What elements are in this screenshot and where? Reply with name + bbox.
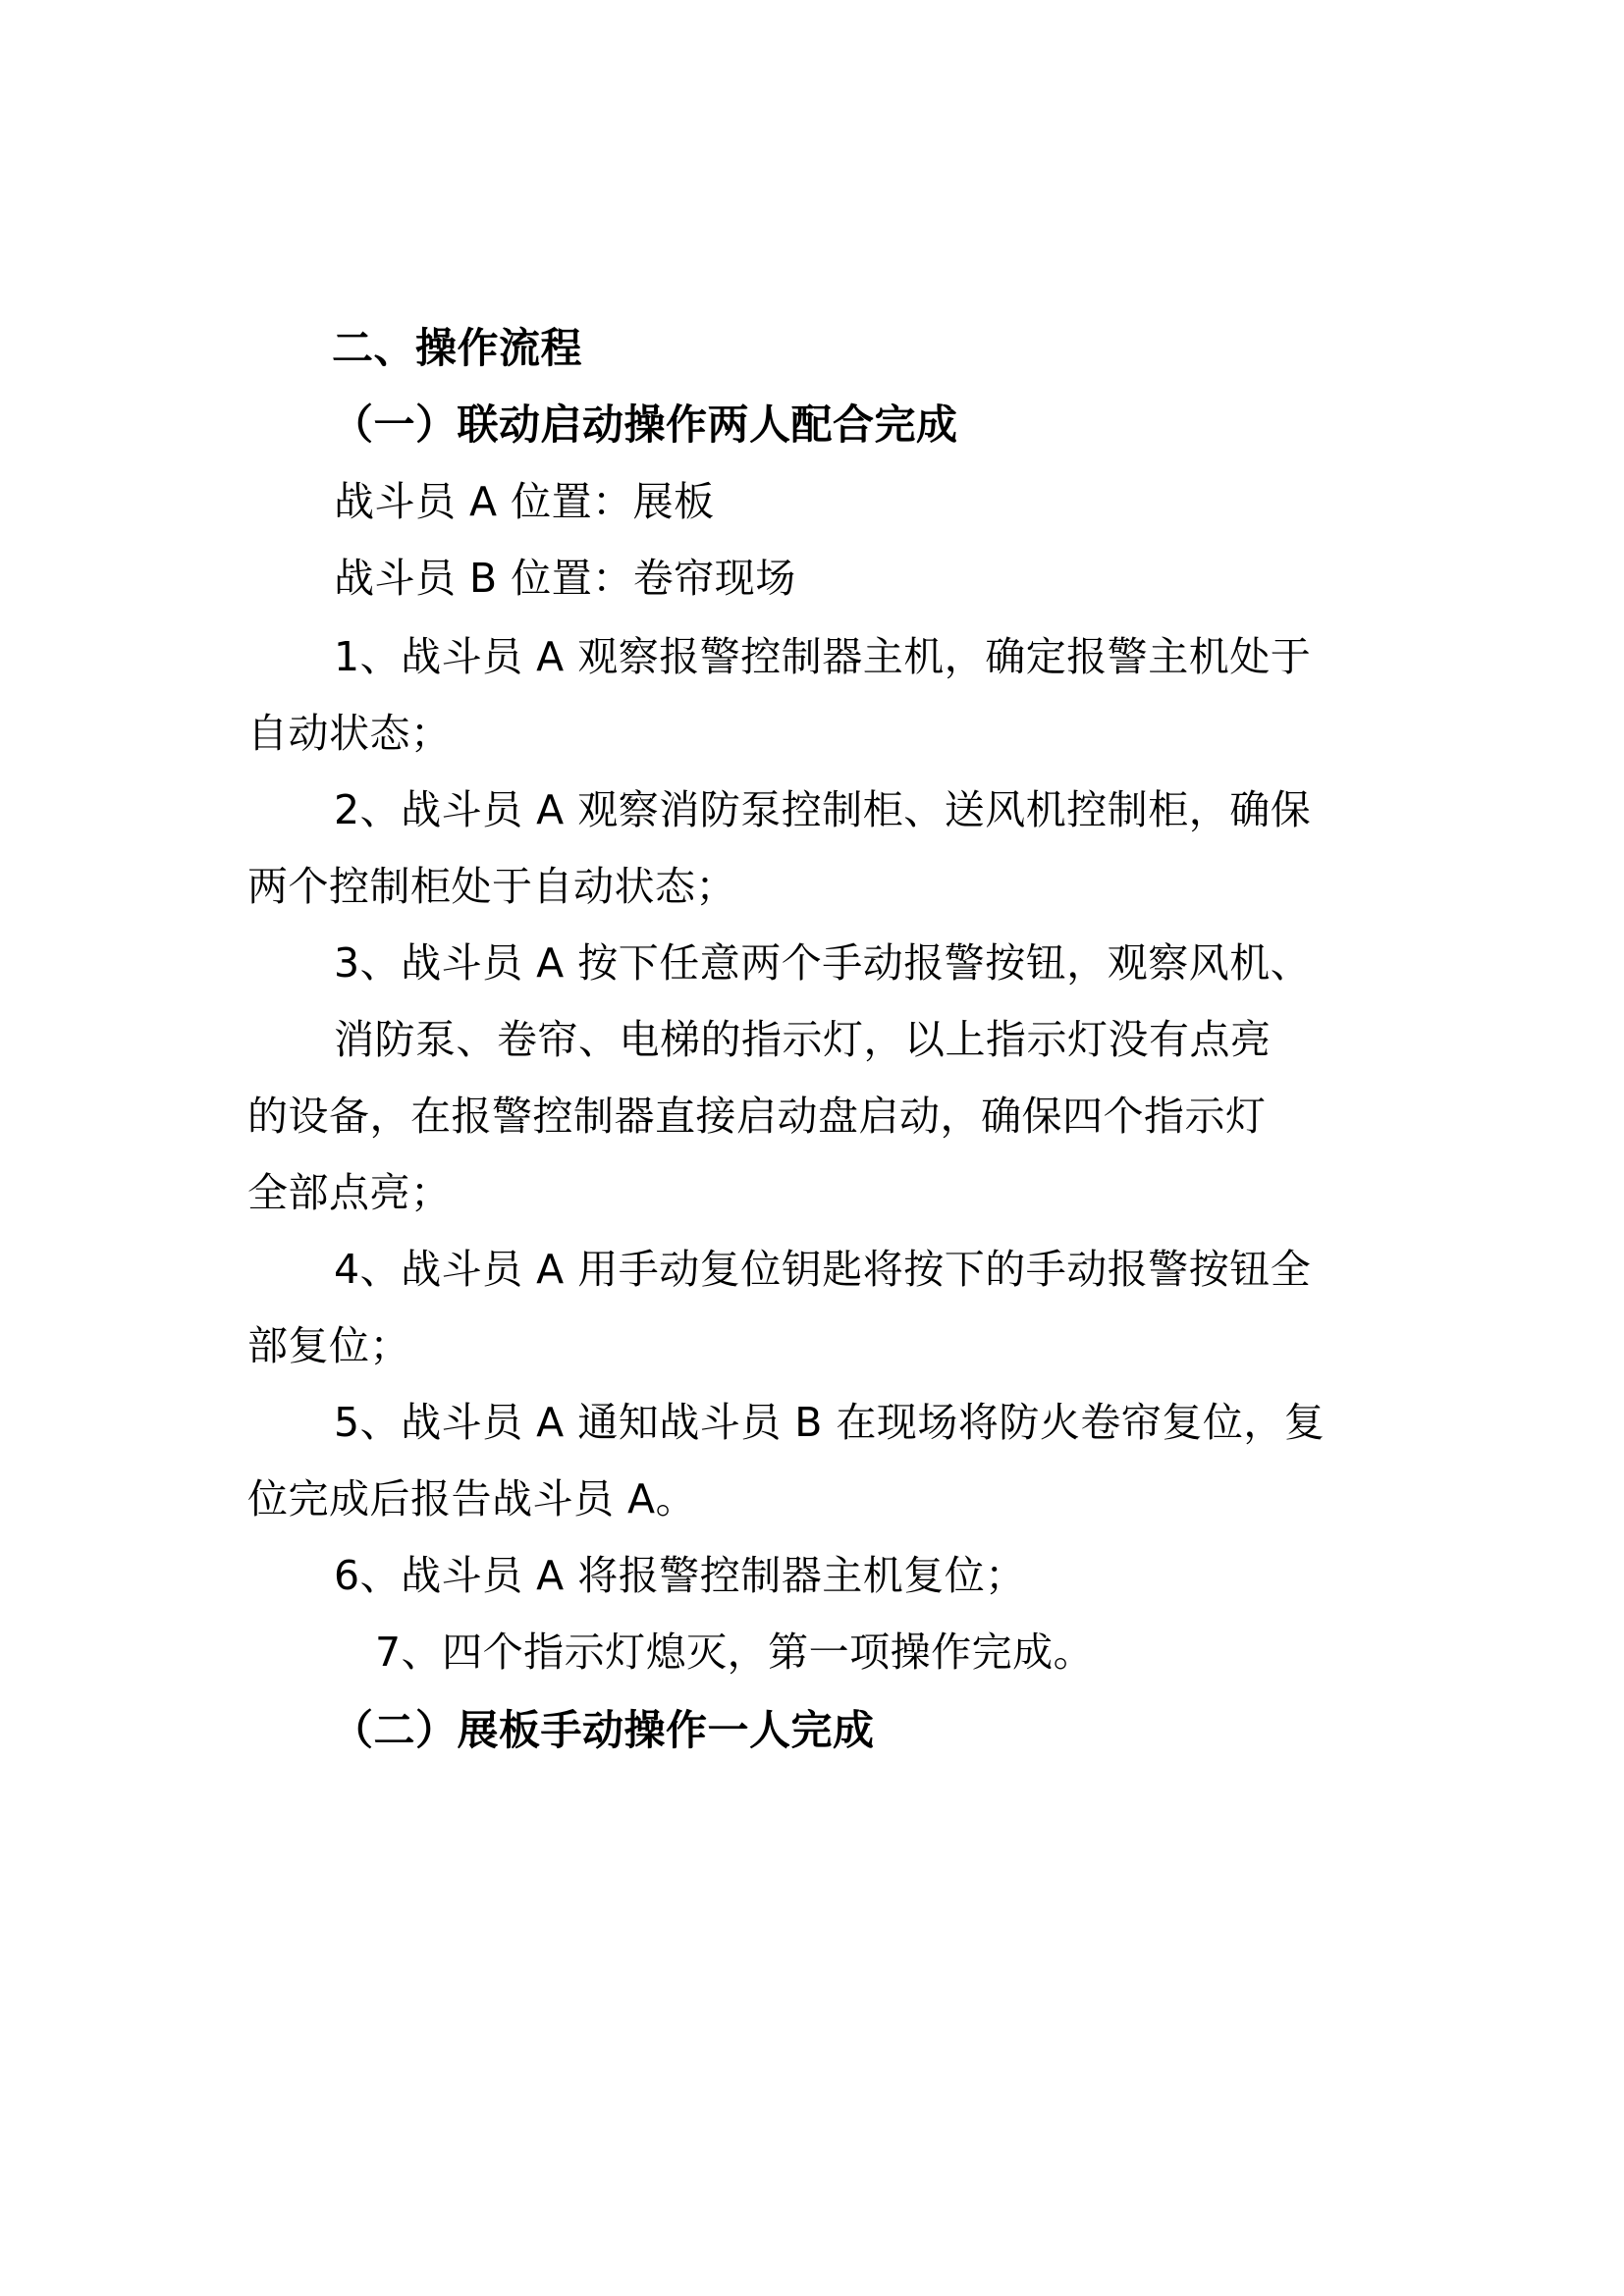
step-4-line-1: 4、战斗员 A 用手动复位钥匙将按下的手动报警按钮全	[334, 1246, 1312, 1293]
position-b: 战斗员 B 位置：卷帘现场	[334, 555, 796, 602]
step-5-line-1: 5、战斗员 A 通知战斗员 B 在现场将防火卷帘复位，复	[334, 1399, 1326, 1446]
step-6-line-1: 6、战斗员 A 将报警控制器主机复位；	[334, 1552, 1026, 1599]
step-3-line-4: 全部点亮；	[247, 1169, 452, 1216]
step-2-line-2: 两个控制柜处于自动状态；	[247, 863, 736, 910]
step-2-line-1: 2、战斗员 A 观察消防泵控制柜、送风机控制柜，确保	[334, 786, 1312, 833]
step-5-line-2: 位完成后报告战斗员 A。	[247, 1475, 697, 1522]
position-a: 战斗员 A 位置：展板	[334, 478, 715, 525]
step-3-line-3: 的设备，在报警控制器直接启动盘启动，确保四个指示灯	[247, 1093, 1267, 1140]
subsection-title-1: （一）联动启动操作两人配合完成	[332, 400, 958, 449]
step-7-line-1: 7、四个指示灯熄灭，第一项操作完成。	[375, 1629, 1095, 1676]
subsection-title-2: （二）展板手动操作一人完成	[332, 1706, 875, 1754]
section-heading: 二、操作流程	[332, 324, 583, 372]
step-1-line-1: 1、战斗员 A 观察报警控制器主机，确定报警主机处于	[334, 633, 1312, 680]
step-3-line-2: 消防泵、卷帘、电梯的指示灯，以上指示灯没有点亮	[334, 1016, 1272, 1063]
step-3-line-1: 3、战斗员 A 按下任意两个手动报警按钮，观察风机、	[334, 939, 1312, 987]
step-1-line-2: 自动状态；	[247, 710, 452, 757]
step-4-line-2: 部复位；	[247, 1322, 410, 1369]
